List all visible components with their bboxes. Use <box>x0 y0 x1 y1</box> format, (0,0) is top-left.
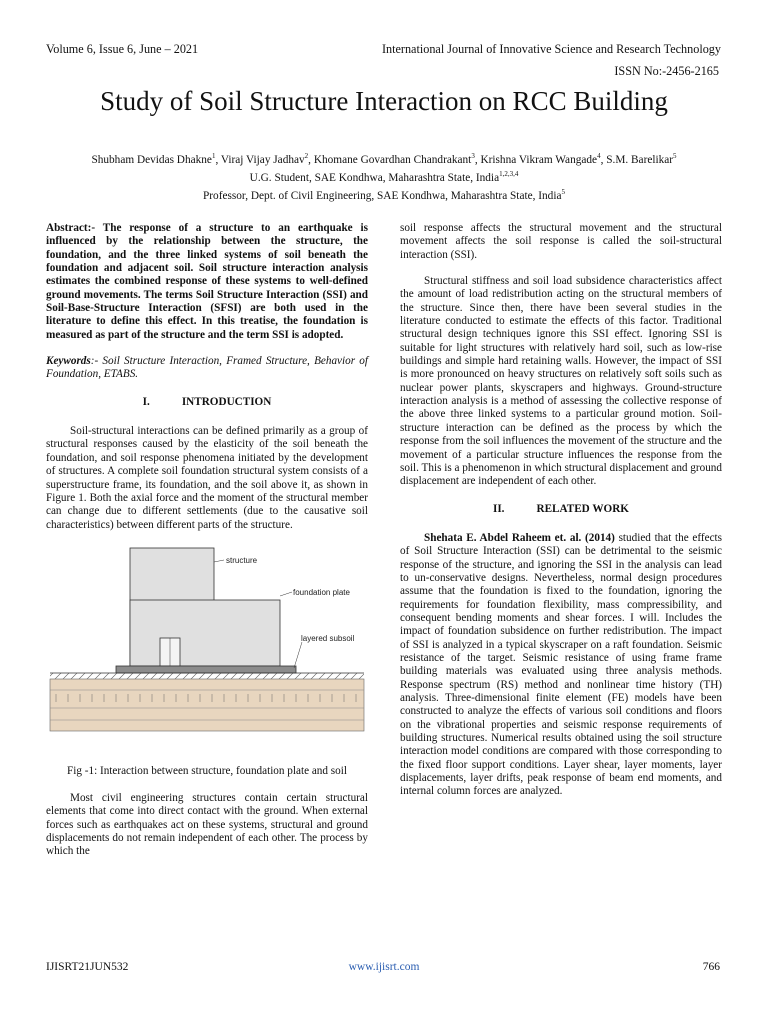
header-volume: Volume 6, Issue 6, June – 2021 <box>46 42 199 56</box>
ground-surface <box>50 673 364 679</box>
footer-website-link[interactable]: www.ijisrt.com <box>348 961 420 973</box>
foundation-plate <box>116 666 296 673</box>
author-name: Krishna Vikram Wangade <box>480 153 598 166</box>
affiliation-text: Professor, Dept. of Civil Engineering, SAE Kondhwa, Maharashtra State, India <box>203 190 562 203</box>
author-names: Shubham Devidas Dhakne$^1$, Viraj Vijay Jadhav$^2$, Khomane Govardhan Chandrakant$^3$, Krishna Vikram Wangade$^4$, S.M. Barelikar$^5$ <box>91 152 677 166</box>
label-structure: structure <box>226 555 258 565</box>
keywords-label: Keywords <box>46 355 91 368</box>
affiliation-sup: 1,2,3,4 <box>499 170 519 179</box>
header-journal: International Journal of Innovative Science and Research Technology <box>381 42 721 56</box>
section-title: RELATED WORK <box>536 502 630 515</box>
author-sup: 1 <box>211 152 216 160</box>
author-block <box>30 149 738 204</box>
author-sup: 4 <box>597 152 601 160</box>
footer-paper-id: IJISRT21JUN532 <box>46 961 129 973</box>
keywords-text: :- Soil Structure Interaction, Framed Structure, Behavior of Foundation, ETABS. <box>46 355 368 381</box>
section-heading-introduction <box>46 396 368 409</box>
header-issn: ISSN No:-2456-2165 <box>614 64 719 78</box>
section-title: INTRODUCTION <box>181 395 272 408</box>
author-name: Viraj Vijay Jadhav <box>220 153 305 166</box>
abstract-label: Abstract:- <box>46 222 96 234</box>
affiliation-professor <box>30 185 738 203</box>
related-work-paragraph <box>400 532 722 799</box>
section-number: II. <box>492 502 505 515</box>
figure-1-caption: Fig -1: Interaction between structure, foundation plate and soil <box>67 764 347 777</box>
affiliation-sup: 5 <box>561 188 565 197</box>
abstract-text: The response of a structure to an earthquake is influenced by the relationship between the structure, the foundation, and the three linked systems of soil beneath the foundation and adjacent soil. Soil structure interaction analysis estimates the combined response of these systems to well-defined ground movements. The terms Soil Structure Interaction (SSI) and Soil-Base-Structure Interaction (SFSI) are both used in the literature to define this effect. In this treatise, the foundation is measured as part of the structure and the term SSI is adopted. <box>46 222 368 341</box>
intro-paragraph-1: Soil-structural interactions can be defined primarily as a group of structural responses caused by the elasticity of the soil beneath the foundation, and soil response phenomena initiated by the development of structures. A complete soil foundation structural system consists of a superstructure frame, its foundation, and the soil above it, as shown in Figure 1. Both the axial force and the moment of the structural member can change due to different settlements (due to the causative soil characteristics) between different parts of the structure. <box>46 425 368 531</box>
soil-structure-diagram <box>46 544 368 756</box>
related-work-citation: Shehata E. Abdel Raheem et. al. (2014) <box>424 531 615 544</box>
intro-paragraph-2: Most civil engineering structures contain certain structural elements that come into direct contact with the ground. When external forces such as earthquakes act on these systems, structural and ground displacements do not remain independent of each other. The process by which the <box>46 791 368 858</box>
label-layered-subsoil: layered subsoil <box>301 633 355 643</box>
keywords <box>46 355 368 382</box>
author-name: Shubham Devidas Dhakne <box>91 153 212 166</box>
section-number: I. <box>142 395 150 408</box>
layered-subsoil <box>50 679 364 731</box>
author-name: S.M. Barelikar <box>606 153 674 166</box>
left-column <box>46 222 368 859</box>
intro-paragraph-continued: soil response affects the structural movement and the structural movement affects the soil response is called the soil-structural interaction (SSI). <box>400 222 722 261</box>
label-foundation-plate: foundation plate <box>293 587 350 597</box>
footer-page-number: 766 <box>702 961 720 973</box>
affiliation-text: U.G. Student, SAE Kondhwa, Maharashtra State, India <box>249 171 500 184</box>
figure-1 <box>46 544 368 756</box>
right-column <box>400 222 722 799</box>
affiliation-students <box>30 167 738 185</box>
intro-paragraph-3: Structural stiffness and soil load subsidence characteristics affect the amount of load redistribution acting on the structural members of the structure. Since then, there have been several studies in the literature conducted to estimate the effects of this factor. Traditional structural design techniques ignore this SSI effect. Ignoring SSI is suitable for light structures with relatively hard soil, such as low-rise buildings and simple hard retaining walls. However, the impact of SSI is more pronounced on heavy structures on relatively soft soils such as nuclear power plants, skyscrapers and highways. Ground-structure interaction analysis is a method of assessing the collective response of the above three linked systems to a particular ground motion. Soil-structure interaction can be defined as the process by which the response from the soil influences the movement of the structure and the movement of a particular structure influences the response from the soil. This is a phenomenon in which structural displacement and ground displacement are independent of each other. <box>400 275 722 488</box>
building-low-block <box>130 600 280 666</box>
author-name: Khomane Govardhan Chandrakant <box>313 153 472 166</box>
section-heading-related-work <box>400 503 722 516</box>
related-work-text: studied that the effects of Soil Structure Interaction (SSI) can be detrimental to the seismic response of the structure, and ignoring the SSI in the analysis can lead to un-conservative designs. Nevertheless, normal design procedures assume that the foundation is fixed to the foundation, ignoring the requirements for foundation flexibility, mass compressibility, and consequent bending moments and shear forces. I will. Includes the impact of foundation subsidence on further redistribution. The impact of SSI is analyzed in a typical skyscraper on a raft foundation. Seismic resistance of the target. Seismic resistance of using frame frame building materials was evaluated using three analysis methods. Response spectrum (RS) method and nonlinear time history (TH) analysis. Three-dimensional finite element (FE) models have been constructed to analyze the effects of various soil conditions and floors on the vibrational properties and seismic response requirements of building structures. Numerical results obtained using the soil structure interaction model conditions are compared with those corresponding to the fixed floor support conditions. Layer shear, layer moments, layer displacements, layer drifts, peak response of beam end moments, and internal column forces are analyzed. <box>400 531 722 798</box>
author-sup: 2 <box>304 152 309 160</box>
author-sup: 3 <box>471 152 475 160</box>
paper-title: Study of Soil Structure Interaction on RCC Building <box>100 86 668 116</box>
author-sup: 5 <box>673 152 677 160</box>
abstract <box>46 222 368 342</box>
